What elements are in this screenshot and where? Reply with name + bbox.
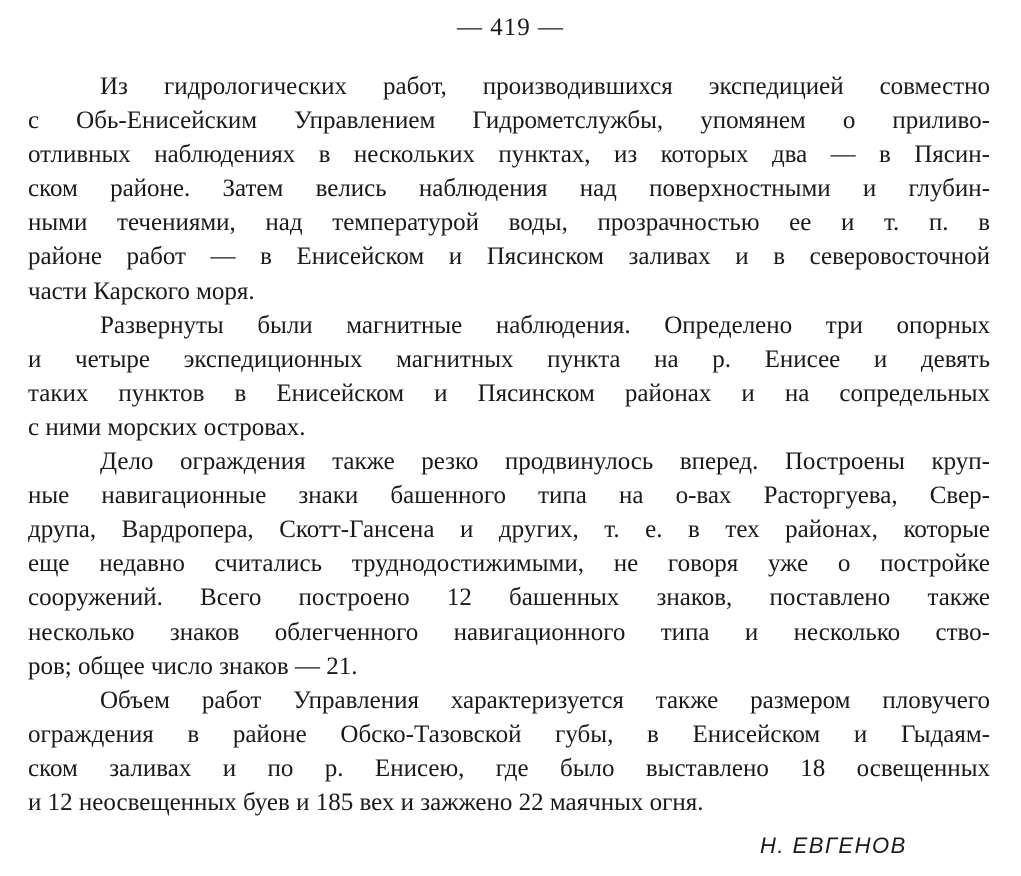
text-line: таких пунктов в Енисейском и Пясинском районах и на сопредельных	[28, 379, 990, 407]
text-line: части Карского моря.	[28, 277, 255, 305]
page-number: — 419 —	[457, 14, 564, 41]
text-line: друпа, Вардропера, Скотт-Гансена и других, т. е. в тех районах, которые	[28, 516, 990, 544]
paragraph-floating-marks	[28, 684, 990, 820]
text-line: Объем работ Управления характеризуется также размером пловучего	[100, 686, 990, 714]
text-line: несколько знаков облегченного навигационного типа и несколько ство-	[28, 618, 990, 646]
text-line: Дело ограждения также резко продвинулось вперед. Построены круп-	[100, 448, 990, 476]
text-line: ском районе. Затем велись наблюдения над поверхностными и глубин-	[28, 175, 990, 203]
text-line: ные навигационные знаки башенного типа на о-вах Расторгуева, Свер-	[28, 482, 990, 510]
text-line: ском заливах и по р. Енисею, где было выставлено 18 освещенных	[28, 754, 990, 782]
text-line: ными течениями, над температурой воды, прозрачностью ее и т. п. в	[28, 209, 990, 237]
text-line: сооружений. Всего построено 12 башенных знаков, поставлено также	[28, 584, 990, 612]
text-line: Из гидрологических работ, производившихся экспедицией совместно	[100, 73, 990, 100]
text-line: и четыре экспедиционных магнитных пункта на р. Енисее и девять	[28, 345, 990, 373]
paragraph-magnetic	[28, 309, 990, 445]
text-line: и 12 неосвещенных буев и 185 вех и зажжено 22 маячных огня.	[28, 788, 704, 816]
paragraph-hydrology	[28, 70, 990, 309]
text-line: Развернуты были магнитные наблюдения. Определено три опорных	[100, 311, 990, 339]
text-line: отливных наблюдениях в нескольких пунктах, из которых два — в Пясин-	[28, 141, 990, 169]
text-line: районе работ — в Енисейском и Пясинском заливах и в северовосточной	[28, 243, 990, 271]
paragraph-navigation-marks	[28, 445, 990, 684]
text-line: ров; общее число знаков — 21.	[28, 652, 358, 680]
text-line: еще недавно считались труднодостижимыми, не говоря уже о постройке	[28, 550, 990, 578]
text-line: с Обь-Енисейским Управлением Гидрометслужбы, упомянем о приливо-	[28, 107, 990, 135]
text-line: ограждения в районе Обско-Тазовской губы, в Енисейском и Гыдаям-	[28, 720, 990, 748]
text-line: с ними морских островах.	[28, 413, 306, 441]
body-text	[28, 70, 990, 820]
author-signature: Н. ЕВГЕНОВ	[760, 833, 907, 858]
